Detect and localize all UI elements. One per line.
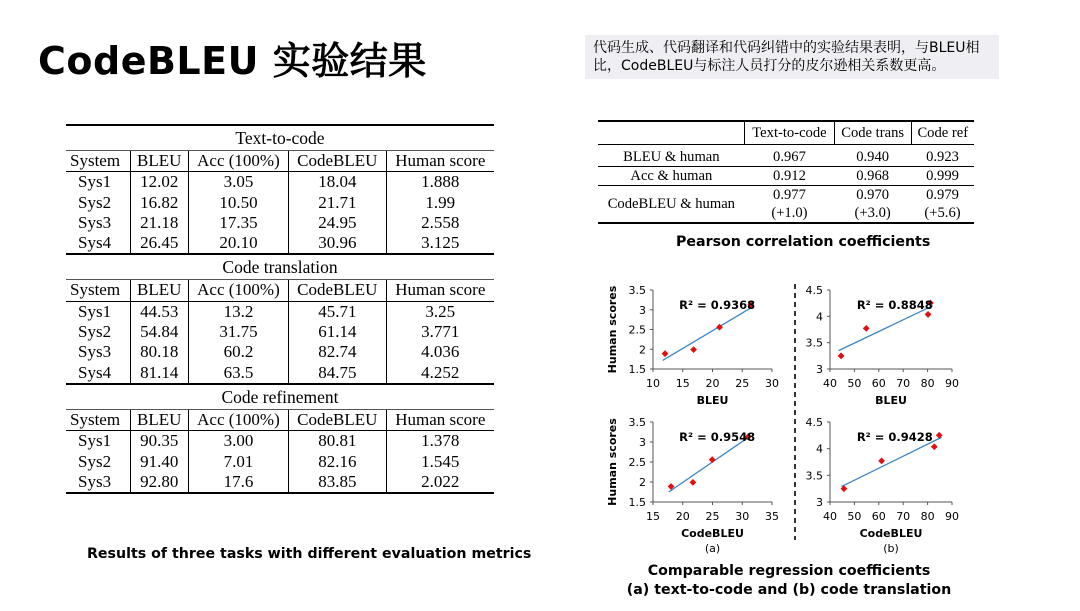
table-cell: 91.40 [130, 452, 188, 472]
col-header: BLEU [130, 280, 188, 301]
table-cell: Sys4 [78, 362, 112, 382]
table-cell: 12.02 [130, 172, 188, 193]
table-cell: Sys1 [78, 431, 112, 451]
table-cell: 0.940 [856, 149, 890, 165]
page-title: CodeBLEU 实验结果 [38, 39, 427, 83]
row-label: BLEU & human [623, 149, 720, 165]
table-cell: Sys2 [78, 322, 112, 342]
data-point [863, 325, 870, 332]
table-cell: Sys2 [78, 192, 112, 212]
col-header: System [66, 280, 130, 301]
table-cell: (+1.0) [745, 204, 835, 223]
table-cell: 0.912 [745, 167, 835, 186]
y-tick-label: 3 [639, 436, 646, 449]
table-cell: 26.45 [130, 233, 188, 254]
table-cell: 2.558 [386, 213, 494, 233]
data-point [662, 350, 669, 357]
table-cell: 0.968 [834, 167, 911, 186]
col-header: CodeBLEU [289, 280, 387, 301]
col-header: Acc (100%) [188, 280, 288, 301]
table-cell: 80.81 [289, 431, 387, 452]
table-cell: 92.80 [130, 472, 188, 493]
table-cell: 82.74 [289, 342, 387, 362]
y-tick-label: 3.5 [805, 469, 823, 483]
table-cell: 2.022 [386, 472, 494, 493]
regression-caption-line1: Comparable regression coefficients [647, 563, 931, 579]
table-cell: 3.00 [188, 431, 288, 452]
trend-line [839, 306, 933, 351]
table-cell: 1.545 [386, 452, 494, 472]
table-cell: 30.96 [289, 233, 387, 254]
y-tick-label: 3.5 [628, 416, 646, 429]
table-cell: 61.14 [289, 322, 387, 342]
table-cell: 0.979 [911, 186, 974, 205]
y-tick-label: 1.5 [628, 496, 646, 509]
x-axis-label: CodeBLEU [859, 527, 923, 540]
col-header: CodeBLEU [289, 409, 387, 430]
x-tick-label: 40 [823, 510, 837, 523]
x-tick-label: 15 [646, 510, 660, 523]
table-cell: 3.125 [386, 233, 494, 254]
x-tick-label: 50 [847, 510, 862, 523]
x-tick-label: 15 [675, 377, 690, 390]
x-tick-label: 20 [675, 510, 690, 523]
y-tick-label: 4 [816, 442, 823, 456]
table-cell: 1.378 [386, 431, 494, 452]
col-header: Human score [386, 151, 494, 172]
table-cell: 4.252 [386, 363, 494, 384]
table-cell: 17.6 [188, 472, 288, 493]
table-cell: 10.50 [188, 193, 288, 213]
y-tick-label: 1.5 [628, 363, 646, 376]
table-cell: Sys4 [78, 233, 112, 253]
y-tick-label: 3.5 [628, 284, 646, 297]
table-cell: 18.04 [289, 172, 387, 193]
table-cell: 3.25 [386, 301, 494, 322]
x-tick-label: 60 [871, 510, 886, 523]
col-header: Acc (100%) [188, 151, 288, 172]
table-cell: Sys2 [78, 451, 112, 471]
row-label: CodeBLEU & human [598, 186, 745, 224]
section-title: Code translation [66, 254, 494, 280]
table-cell: 63.5 [188, 363, 288, 384]
trend-line [841, 437, 941, 486]
x-tick-label: 50 [847, 377, 862, 390]
x-tick-label: 10 [646, 377, 660, 390]
x-tick-label: 35 [765, 510, 779, 523]
col-header: Text-to-code [745, 121, 835, 145]
y-tick-label: 3 [816, 363, 823, 376]
data-point [925, 311, 932, 318]
table-cell: Sys1 [78, 172, 112, 192]
table-cell: 3.771 [386, 322, 494, 342]
pearson-caption: Pearson correlation coefficients [676, 234, 931, 250]
section-title: Code refinement [66, 384, 494, 410]
col-header: Acc (100%) [188, 409, 288, 430]
section-title: Text-to-code [66, 125, 494, 151]
col-header: Code ref [911, 121, 974, 145]
y-tick-label: 4.5 [805, 416, 823, 429]
y-tick-label: 2.5 [628, 323, 646, 337]
panel-label: (b) [883, 542, 899, 555]
y-tick-label: 4.5 [805, 284, 823, 297]
y-tick-label: 3.5 [805, 336, 823, 350]
row-label: Acc & human [598, 167, 745, 186]
x-tick-label: 60 [871, 377, 886, 390]
table-cell: 90.35 [130, 431, 188, 452]
x-tick-label: 70 [896, 377, 911, 390]
table-cell: Sys3 [66, 472, 130, 493]
x-tick-label: 80 [920, 510, 935, 523]
table-cell: 0.967 [773, 149, 806, 165]
table-cell: 0.999 [911, 167, 974, 186]
r-squared-label: R² = 0.9368 [679, 298, 756, 312]
table-cell: Sys3 [78, 342, 112, 362]
panel-label: (a) [704, 542, 721, 555]
table-cell: 16.82 [130, 193, 188, 213]
table-cell: 82.16 [289, 452, 387, 472]
x-tick-label: 25 [705, 510, 720, 523]
x-tick-label: 20 [705, 377, 720, 390]
table-cell: 31.75 [188, 322, 288, 342]
y-axis-label: Human scores [606, 285, 619, 374]
y-tick-label: 3 [639, 303, 646, 317]
table-cell: 44.53 [130, 301, 188, 322]
col-header: BLEU [130, 151, 188, 172]
table-cell: 80.18 [130, 342, 188, 362]
data-point [878, 457, 885, 464]
col-header: System [66, 409, 130, 430]
x-axis-label: CodeBLEU [681, 527, 744, 540]
x-axis-label: BLEU [875, 394, 907, 407]
table-cell: (+3.0) [834, 204, 911, 223]
x-tick-label: 25 [735, 377, 750, 390]
y-tick-label: 2 [639, 343, 646, 357]
x-tick-label: 30 [765, 377, 779, 390]
table-cell: 3.05 [188, 172, 288, 193]
trend-line [669, 436, 751, 492]
y-tick-label: 4 [816, 310, 823, 324]
data-point [690, 479, 697, 486]
table-cell: 0.970 [834, 186, 911, 205]
y-tick-label: 2 [639, 476, 646, 489]
table-cell: 21.18 [130, 213, 188, 233]
results-caption: Results of three tasks with different evaluation metrics [87, 546, 532, 562]
table-cell: 81.14 [130, 363, 188, 384]
table-cell: 0.923 [926, 149, 959, 165]
table-cell: 45.71 [289, 301, 387, 322]
table-cell: 60.2 [188, 342, 288, 362]
table-cell: 20.10 [188, 233, 288, 254]
x-tick-label: 40 [823, 377, 837, 390]
table-cell: 21.71 [289, 193, 387, 213]
col-header: System [66, 151, 130, 172]
r-squared-label: R² = 0.9548 [679, 430, 756, 444]
data-point [931, 443, 938, 450]
table-cell: 13.2 [188, 301, 288, 322]
table-cell: 4.036 [386, 342, 494, 362]
col-header: Human score [386, 409, 494, 430]
table-cell: 54.84 [130, 322, 188, 342]
table-cell: 83.85 [289, 472, 387, 493]
data-point [690, 346, 697, 353]
col-header: Human score [386, 280, 494, 301]
table-cell: 24.95 [289, 213, 387, 233]
x-tick-label: 80 [920, 377, 935, 390]
table-cell: 0.977 [745, 186, 835, 205]
r-squared-label: R² = 0.9428 [856, 430, 933, 444]
x-tick-label: 90 [945, 377, 959, 390]
table-cell: 84.75 [289, 363, 387, 384]
table-cell: Sys1 [78, 301, 112, 321]
x-tick-label: 70 [896, 510, 911, 523]
table-cell: 7.01 [188, 452, 288, 472]
col-header: CodeBLEU [289, 151, 387, 172]
regression-caption-line2: (a) text-to-code and (b) code translation [626, 582, 952, 598]
col-header: Code trans [834, 121, 911, 145]
data-point [838, 352, 845, 359]
col-header: BLEU [130, 409, 188, 430]
x-axis-label: BLEU [696, 394, 729, 407]
data-point [709, 456, 716, 463]
table-cell: 1.99 [386, 193, 494, 213]
y-tick-label: 3 [816, 496, 823, 509]
table-cell: 17.35 [188, 213, 288, 233]
table-cell: Sys3 [78, 212, 112, 232]
y-tick-label: 2.5 [628, 456, 646, 469]
regression-caption [600, 562, 978, 600]
x-tick-label: 90 [945, 510, 959, 523]
x-tick-label: 30 [735, 510, 750, 523]
r-squared-label: R² = 0.8848 [856, 298, 933, 312]
table-cell: (+5.6) [911, 204, 974, 223]
y-axis-label: Human scores [606, 418, 619, 506]
table-cell: 1.888 [386, 172, 494, 193]
trend-line [663, 306, 754, 360]
summary-note: 代码生成、代码翻译和代码纠错中的实验结果表明，与BLEU相比，CodeBLEU与标注人员打分的皮尔逊相关系数更高。 [585, 35, 999, 79]
